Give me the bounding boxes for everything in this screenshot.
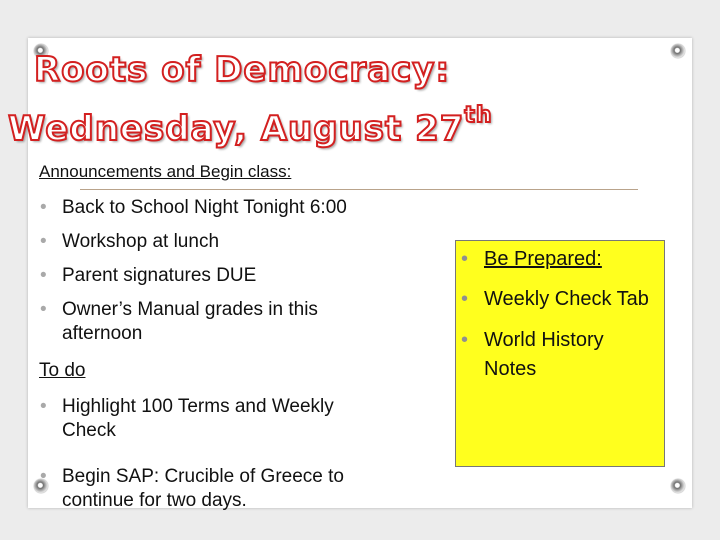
list-item: [40, 395, 392, 443]
list-item-text: Back to School Night Tonight 6:00: [62, 197, 347, 218]
title-line-2-text: Wednesday, August 27: [8, 109, 465, 149]
list-item: [40, 230, 392, 254]
bullet-icon: •: [40, 396, 47, 417]
bullet-icon: •: [461, 288, 469, 310]
todo-heading: To do: [39, 360, 86, 381]
bullet-icon: •: [40, 265, 47, 286]
bullet-icon: •: [40, 231, 47, 252]
list-item-text: Begin SAP: Crucible of Greece to continue for two days.: [62, 466, 344, 511]
list-item-text: Highlight 100 Terms and Weekly Check: [62, 396, 334, 441]
list-item: [40, 298, 392, 346]
title-line-2: [8, 93, 708, 152]
announcements-heading: Announcements and Begin class:: [39, 162, 292, 181]
title-superscript: th: [464, 103, 493, 128]
title-line-1: Roots of Democracy:: [34, 50, 451, 90]
list-item-text: Parent signatures DUE: [62, 265, 257, 286]
list-item-text: Workshop at lunch: [62, 231, 220, 252]
pin-bottom-right-icon: [671, 479, 685, 493]
be-prepared-list: [461, 245, 659, 384]
divider-line: [80, 189, 638, 190]
list-item: [40, 465, 407, 513]
list-item: [40, 264, 392, 288]
todo-list: [40, 395, 407, 513]
list-item: [461, 326, 659, 384]
bullet-icon: •: [40, 466, 47, 487]
list-item-text: Weekly Check Tab: [484, 288, 649, 310]
announcements-list: [40, 196, 392, 346]
bullet-icon: •: [461, 329, 469, 351]
slide-title: [8, 48, 708, 152]
list-item-text: World History Notes: [484, 329, 604, 380]
be-prepared-heading: Be Prepared:: [484, 248, 602, 270]
list-item: [461, 285, 659, 314]
list-item: [461, 245, 659, 274]
bullet-icon: •: [461, 248, 469, 270]
list-item-text: Owner’s Manual grades in this afternoon: [62, 299, 318, 344]
bullet-icon: •: [40, 299, 47, 320]
list-item: [40, 196, 392, 220]
bullet-icon: •: [40, 197, 47, 218]
